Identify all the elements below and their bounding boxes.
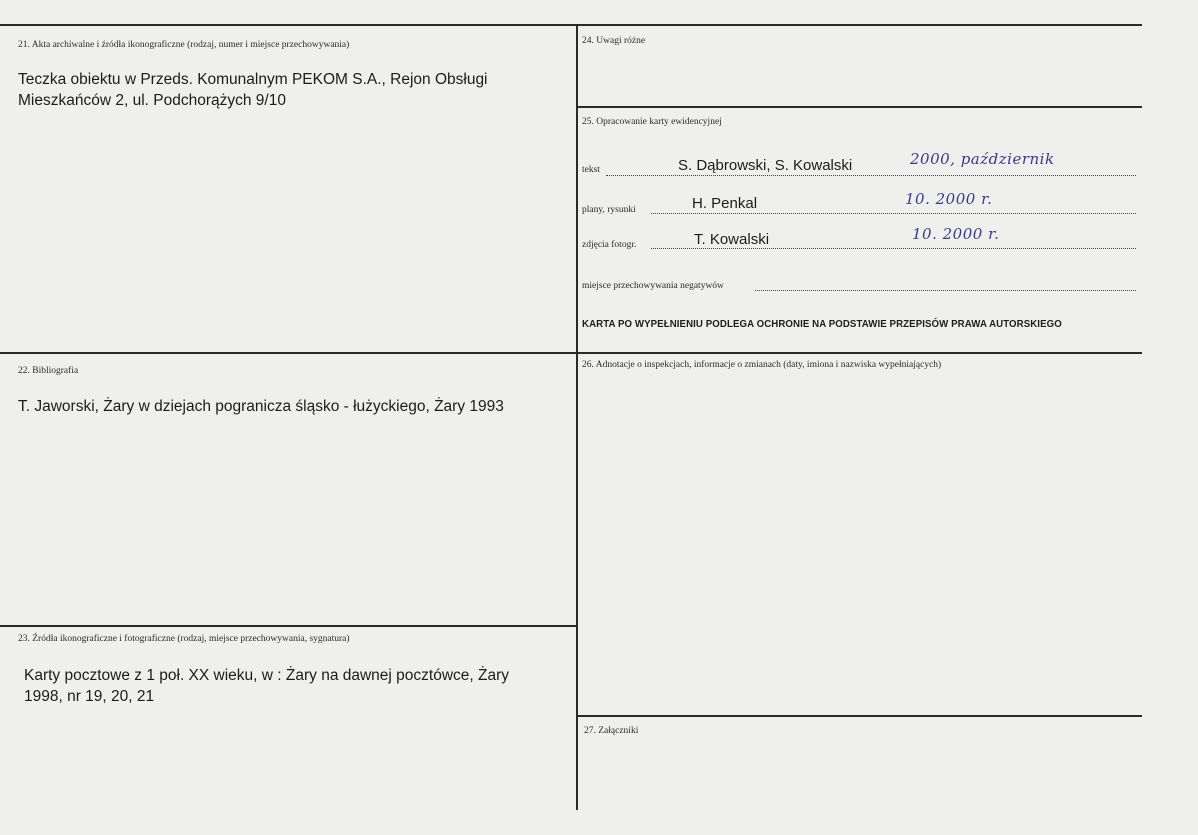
top-border [0, 24, 1142, 26]
divider-26-27 [577, 715, 1142, 717]
field-zdjecia-handwritten: 10. 2000 r. [912, 225, 1000, 243]
divider-row-middle [0, 352, 1142, 354]
section-25-label: 25. Opracowanie karty ewidencyjnej [582, 117, 722, 127]
field-zdjecia-dots [651, 248, 1136, 249]
section-24-label: 24. Uwagi różne [582, 36, 646, 46]
section-22-label: 22. Bibliografia [18, 366, 79, 376]
field-plany-value: H. Penkal [692, 195, 758, 212]
section-21-label: 21. Akta archiwalne i źródła ikonograficzne (rodzaj, numer i miejsce przechowywania) [18, 40, 350, 50]
section-27-label: 27. Załączniki [584, 726, 639, 736]
field-tekst-value: S. Dąbrowski, S. Kowalski [678, 157, 853, 174]
divider-24-25 [577, 106, 1142, 108]
field-plany-handwritten: 10. 2000 r. [905, 190, 993, 208]
section-21-line-1: Teczka obiektu w Przeds. Komunalnym PEKOM S.A., Rejon Obsługi [18, 71, 488, 88]
section-22-text: T. Jaworski, Żary w dziejach pogranicza śląsko - łużyckiego, Żary 1993 [18, 398, 504, 415]
field-negatywy-label: miejsce przechowywania negatywów [582, 281, 724, 291]
field-negatywy-dots [755, 290, 1136, 291]
copyright-notice: KARTA PO WYPEŁNIENIU PODLEGA OCHRONIE NA PODSTAWIE PRZEPISÓW PRAWA AUTORSKIEGO [582, 318, 1062, 330]
divider-22-23 [0, 625, 578, 627]
field-zdjecia-value: T. Kowalski [694, 231, 770, 248]
section-26-label: 26. Adnotacje o inspekcjach, informacje o zmianach (daty, imiona i nazwiska wypełniających) [582, 360, 942, 370]
section-23-label: 23. Źródła ikonograficzne i fotograficzne (rodzaj, miejsce przechowywania, sygnatura) [18, 634, 350, 644]
field-tekst-label: tekst [582, 165, 600, 175]
section-21-line-2: Mieszkańców 2, ul. Podchorążych 9/10 [18, 92, 286, 109]
field-plany-dots [651, 213, 1136, 214]
section-23-line-1: Karty pocztowe z 1 poł. XX wieku, w : Żary na dawnej pocztówce, Żary [24, 667, 510, 684]
field-tekst-dots [606, 175, 1136, 176]
field-plany-label: plany, rysunki [582, 205, 636, 215]
center-divider [576, 24, 578, 810]
field-tekst-handwritten: 2000, październik [910, 150, 1055, 168]
field-zdjecia-label: zdjęcia fotogr. [582, 240, 637, 250]
section-23-line-2: 1998, nr 19, 20, 21 [24, 688, 155, 705]
